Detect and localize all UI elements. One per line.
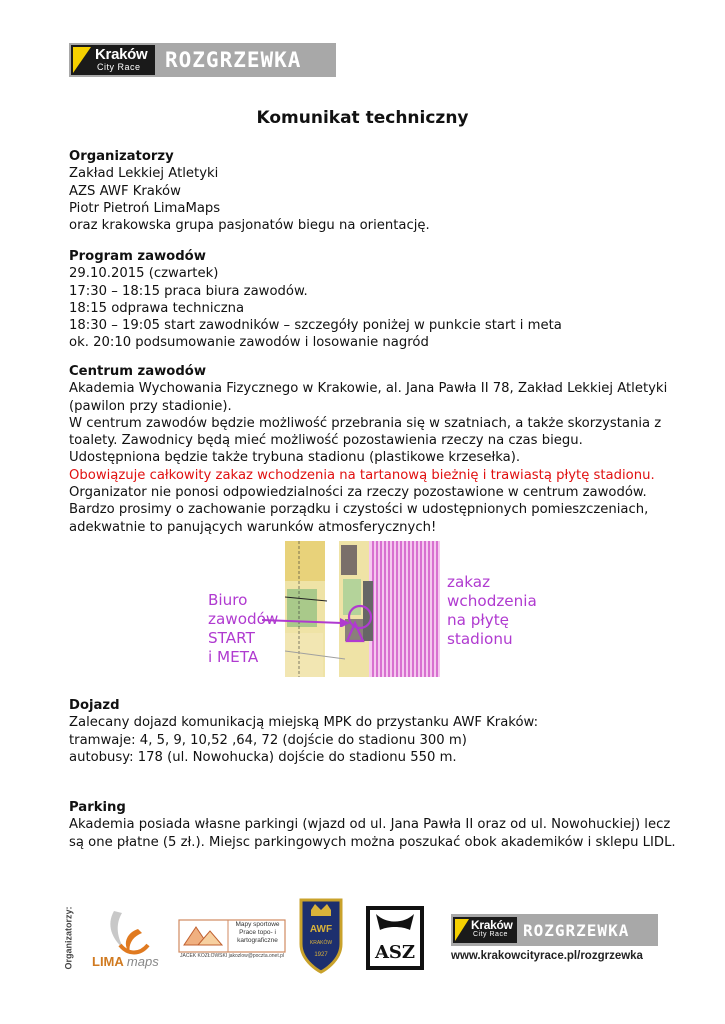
centrum-line: adekwatnie to panujących warunków atmosferycznych! <box>69 519 437 535</box>
dojazd-heading: Dojazd <box>69 698 120 713</box>
dojazd-line: autobusy: 178 (ul. Nowohucka) dojście do stadionu 550 m. <box>69 749 457 765</box>
awf-year: 1927 <box>314 952 328 958</box>
logo-brand: Kraków <box>95 46 148 63</box>
krakow-city-race-logo <box>71 45 155 75</box>
footer-logo-rozgrzewka: ROZGRZEWKA <box>523 920 630 940</box>
map-label-line: zawodów <box>208 610 279 628</box>
centrum-line: Udostępniona będzie także trybuna stadionu (plastikowe krzesełka). <box>69 450 521 466</box>
lima-maps-text <box>92 954 159 969</box>
footer-logo-brand: Kraków <box>471 918 513 932</box>
footer-krakow-city-race-logo <box>453 917 517 943</box>
lima-sub: maps <box>126 954 159 969</box>
parking-line: są one płatne (5 zł.). Miejsc parkingowych można poszukać obok akademików i sklepu LIDL. <box>69 834 676 850</box>
centrum-warning: Obowiązuje całkowity zakaz wchodzenia na tartanową bieżnię i trawiastą płytę stadionu. <box>69 467 655 483</box>
centrum-line: Bardzo prosimy o zachowanie porządku i czystości w udostępnionych pomieszczeniach, <box>69 502 649 518</box>
dojazd-line: Zalecany dojazd komunikacją miejską MPK do przystanku AWF Kraków: <box>69 715 539 731</box>
footer-logo-yellow-triangle <box>455 919 469 941</box>
map-label-zakaz <box>447 573 537 649</box>
awf-sub: KRAKÓW <box>309 940 333 946</box>
header-logo <box>69 43 336 77</box>
topo-kart-text: Mapy sportowe Prace topo- i kartograficzne <box>235 921 280 944</box>
document-title: Komunikat techniczny <box>256 108 469 128</box>
section-organizatorzy <box>69 148 669 234</box>
section-centrum <box>69 363 669 536</box>
centrum-line: Akademia Wychowania Fizycznego w Krakowie, al. Jana Pawła II 78, Zakład Lekkiej Atletyki <box>69 381 668 397</box>
footer-logo-brand-sub: City Race <box>473 931 508 938</box>
program-heading: Program zawodów <box>69 249 206 264</box>
program-line: 17:30 – 18:15 praca biura zawodów. <box>69 283 308 299</box>
centrum-line: Organizator nie ponosi odpowiedzialności za rzeczy pozostawione w centrum zawodów. <box>69 485 647 501</box>
organizatorzy-line: Zakład Lekkiej Atletyki <box>69 166 219 182</box>
footer-rozgrzewka-logo <box>451 914 658 946</box>
program-line: 29.10.2015 (czwartek) <box>69 266 219 282</box>
map-label-line: wchodzenia <box>447 592 537 610</box>
lima-name: LIMA <box>92 954 124 969</box>
program-line: 18:15 odprawa techniczna <box>69 300 245 316</box>
organizatorzy-heading: Organizatorzy <box>69 149 174 164</box>
map-label-biuro <box>208 591 278 667</box>
section-parking <box>69 799 676 851</box>
topo-contact: JACEK KOZŁOWSKI jakozlow@poczta.onet.pl <box>180 953 285 959</box>
footer-side-text: Organizatorzy: <box>63 906 74 970</box>
logo-rozgrzewka: ROZGRZEWKA <box>165 48 302 72</box>
asz-label: ASZ <box>374 942 416 963</box>
azs-logo <box>366 906 424 970</box>
map-label-line: stadionu <box>447 630 513 648</box>
awf-krakow-crest <box>297 896 345 976</box>
program-line: ok. 20:10 podsumowanie zawodów i losowanie nagród <box>69 335 429 351</box>
stadium-map <box>285 541 440 677</box>
program-line: 18:30 – 19:05 start zawodników – szczegóły poniżej w punkcie start i meta <box>69 318 562 334</box>
map-label-line: i META <box>208 648 259 666</box>
section-dojazd <box>69 697 669 766</box>
map-label-line: START <box>208 629 255 647</box>
map-graphic <box>285 541 440 677</box>
map-label-line: na płytę <box>447 611 510 629</box>
logo-brand-sub: City Race <box>97 62 141 72</box>
centrum-line: W centrum zawodów będzie możliwość przebrania się w szatniach, a także skorzystania z <box>69 415 662 431</box>
footer-organizers-label <box>62 905 82 975</box>
centrum-heading: Centrum zawodów <box>69 364 207 379</box>
footer-url[interactable]: www.krakowcityrace.pl/rozgrzewka <box>451 950 643 962</box>
centrum-line: (pawilon przy stadionie). <box>69 398 232 414</box>
centrum-line: toalety. Zawodnicy będą mieć możliwość pozostawienia rzeczy na czas biegu. <box>69 433 583 449</box>
organizatorzy-line: AZS AWF Kraków <box>69 183 181 199</box>
parking-line: Akademia posiada własne parkingi (wjazd od ul. Jana Pawła II oraz od ul. Nowohuckiej) lecz <box>69 817 671 833</box>
organizatorzy-line: Piotr Pietroń LimaMaps <box>69 200 221 216</box>
awf-label: AWF <box>309 924 333 935</box>
organizatorzy-line: oraz krakowska grupa pasjonatów biegu na orientację. <box>69 218 430 234</box>
logo-yellow-triangle <box>73 47 91 73</box>
section-program <box>69 248 669 352</box>
dojazd-line: tramwaje: 4, 5, 9, 10,52 ,64, 72 (dojście do stadionu 300 m) <box>69 732 467 748</box>
map-label-line: zakaz <box>447 573 491 591</box>
parking-heading: Parking <box>69 800 126 815</box>
map-label-line: Biuro <box>208 591 248 609</box>
